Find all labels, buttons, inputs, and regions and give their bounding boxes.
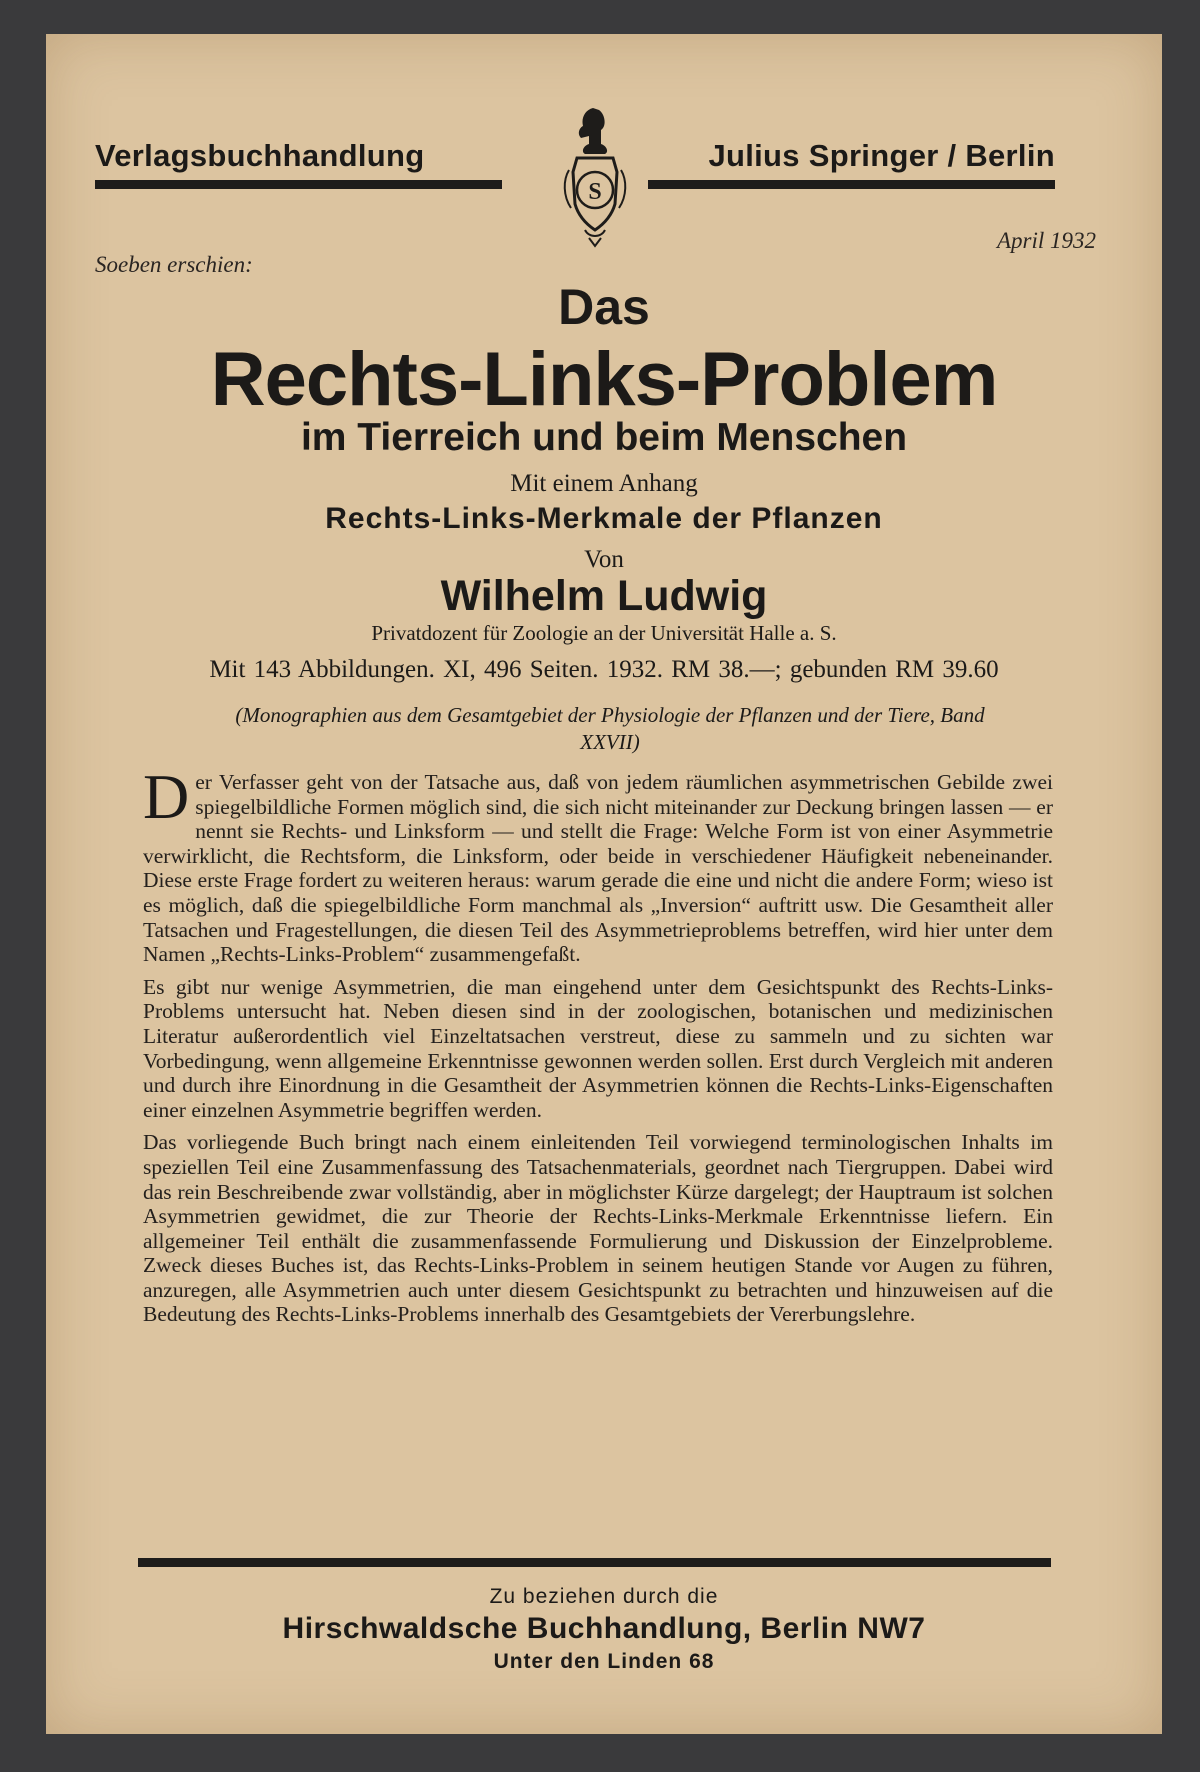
paragraph-2: Es gibt nur wenige Asymmetrien, die man eingehend unter dem Gesichtspunkt des Rechts-Links-Problems untersucht hat. Neben diesen sind in der zoologischen, botanischen und medizinischen Literatur außerordentlich viel Einzeltatsachen verstreut, diese zu sammeln und zu sichten war Vorbedingung, wenn allgemeine Erkenntnisse gewonnen werden sollen. Erst durch Vergleich mit anderen und durch ihre Einordnung in die Gesamtheit der Asymmetrien können die Rechts-Links-Eigenschaften einer einzelnen Asymmetrie begriffen werden.	[143, 974, 1053, 1122]
author-name: Wilhelm Ludwig	[440, 572, 768, 620]
publisher-name: Verlagsbuchhandlung	[95, 138, 425, 173]
intro-label: Soeben erschien:	[95, 252, 253, 277]
author-affiliation: Privatdozent für Zoologie an der Universität Halle a. S.	[371, 621, 837, 645]
logo-letter: S	[588, 179, 602, 205]
masthead	[95, 100, 1055, 240]
appendix-title: Rechts-Links-Merkmale der Pflanzen	[325, 502, 883, 535]
header-rule-left	[95, 180, 502, 189]
footer-rule	[138, 1558, 1051, 1567]
drop-cap: D	[143, 761, 190, 832]
springer-knight-logo-icon	[555, 100, 635, 250]
publisher-location: Julius Springer / Berlin	[708, 138, 1055, 173]
header-rule-right	[648, 180, 1055, 189]
paragraph-1-text: er Verfasser geht von der Tatsache aus, daß von jedem räumlichen asymmetrischen Gebilde zwei spiegelbildliche Formen möglich sind, die sich nicht miteinander zur Deckung bringen lassen — er nennt sie Rechts- und Linksform — und stellt die Frage: Welche Form ist von einer Asymmetrie verwirklicht, die Rechtsform, die Linksform, oder beide in verschiedener Häufigkeit nebeneinander. Diese erste Frage fordert zu weiteren heraus: warum gerade die eine und nicht die andere Form; wieso ist es möglich, daß die spiegelbildliche Form manchmal als „Inversion“ auftritt usw. Die Gesamtheit aller Tatsachen und Fragestellungen, die diesen Teil des Asymmetrieproblems betreffen, wird hier unter dem Namen „Rechts-Links-Problem“ zusammengefaßt.	[143, 770, 1053, 967]
bookseller-address: Unter den Linden 68	[493, 1650, 715, 1673]
paragraph-1	[143, 761, 1053, 967]
description-body	[143, 761, 1053, 1335]
by-label: Von	[584, 546, 624, 573]
book-info: Mit 143 Abbildungen. XI, 496 Seiten. 1932. RM 38.—; gebunden RM 39.60	[209, 656, 999, 683]
series-note: (Monographien aus dem Gesamtgebiet der Physiologie der Pflanzen und der Tiere, Band XXVII)	[235, 703, 985, 754]
publication-date: April 1932	[996, 228, 1096, 253]
footer-intro: Zu beziehen durch die	[489, 1585, 719, 1608]
title-article: Das	[558, 279, 650, 335]
appendix-intro: Mit einem Anhang	[510, 470, 698, 497]
book-title: Rechts-Links-Problem	[210, 337, 998, 422]
paragraph-3: Das vorliegende Buch bringt nach einem einleitenden Teil vorwiegend terminologischen Inhalts im speziellen Teil eine Zusammenfassung des Tatsachenmaterials, geordnet nach Tiergruppen. Dabei wird das rein Beschreibende zwar vollständig, aber in möglichster Kürze dargelegt; der Hauptraum ist solchen Asymmetrien gewidmet, die zur Theorie der Rechts-Links-Merkmale Erkenntnisse liefern. Ein allgemeiner Teil enthält die zusammenfassende Formulierung und Diskussion der Einzelprobleme. Zweck dieses Buches ist, das Rechts-Links-Problem in seinem heutigen Stande vor Augen zu führen, anzuregen, alle Asymmetrien auch unter diesem Gesichtspunkt zu betrachten und hinzuweisen auf die Bedeutung des Rechts-Links-Problems innerhalb des Gesamtgebiets der Vererbungslehre.	[143, 1130, 1053, 1327]
book-subtitle: im Tierreich und beim Menschen	[300, 416, 908, 459]
bookseller-name: Hirschwaldsche Buchhandlung, Berlin NW7	[282, 1612, 926, 1645]
